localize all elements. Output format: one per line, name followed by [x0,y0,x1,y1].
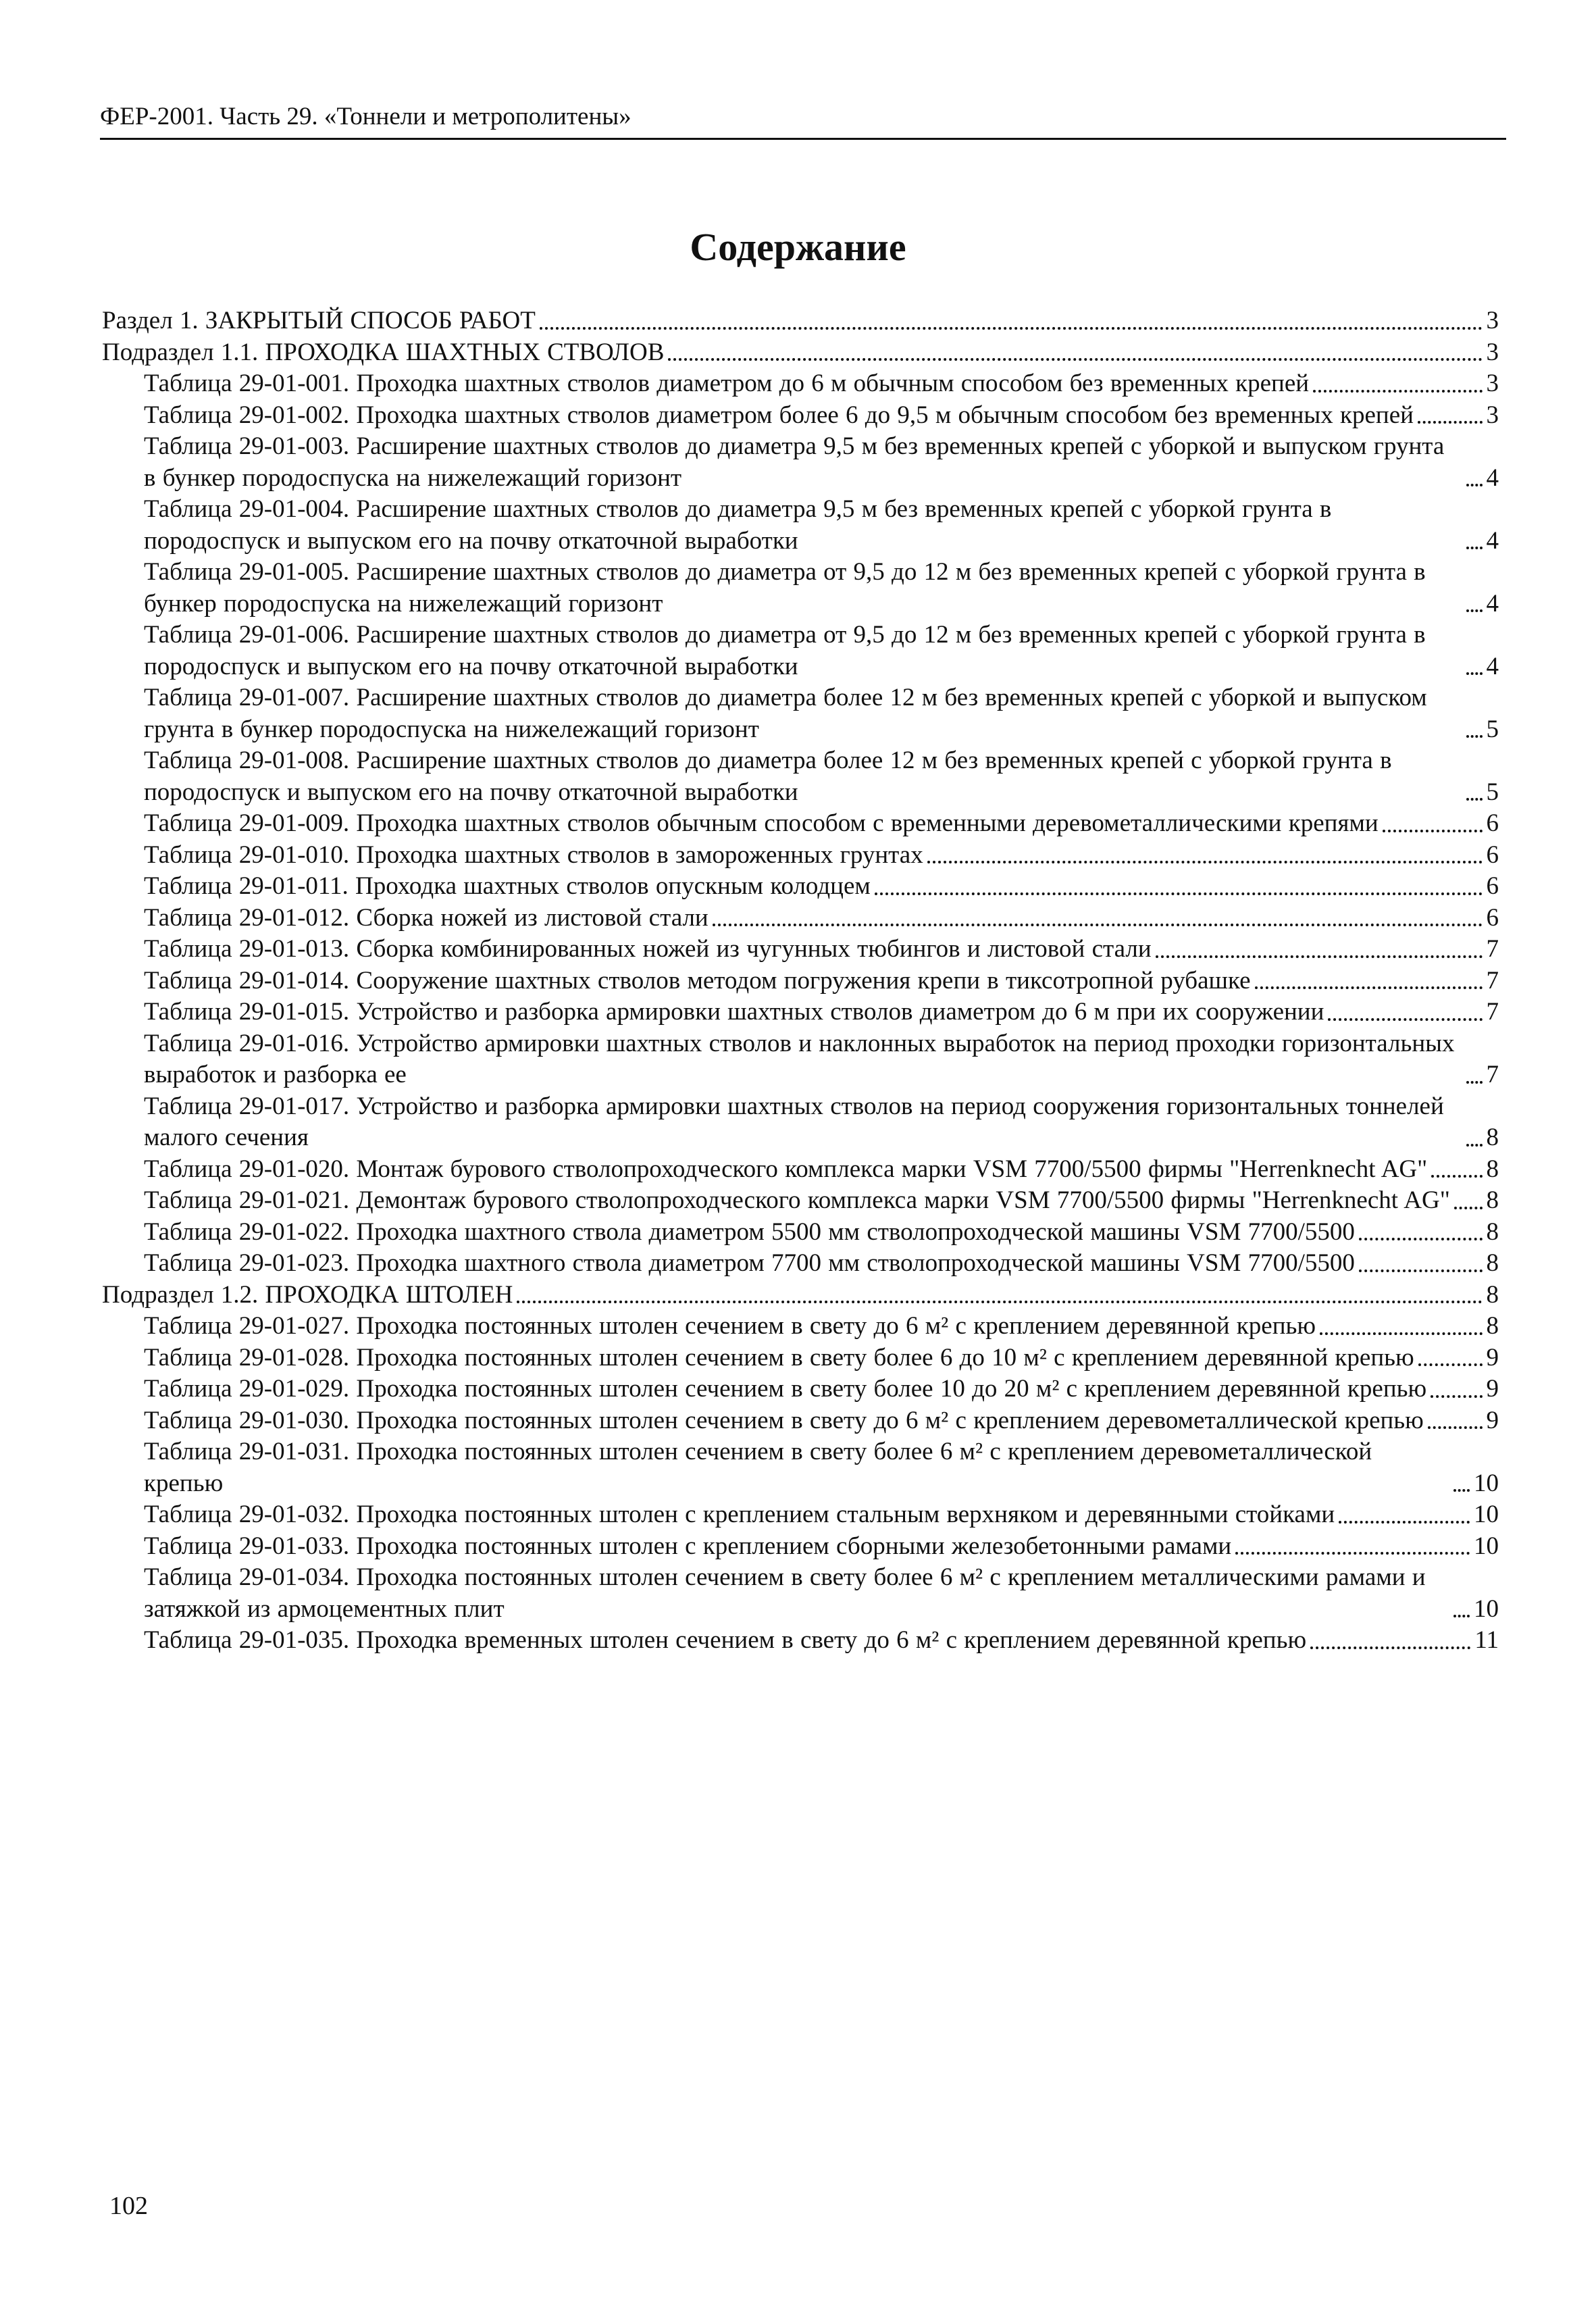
toc-dot-leader [1320,1327,1482,1335]
toc-entry-page: 8 [1486,1280,1499,1309]
toc-dot-leader [1466,793,1483,801]
toc-dot-leader [517,1295,1482,1303]
toc-entry-title: Таблица 29-01-015. Устройство и разборка армировки шахтных стволов диаметром до 6 м при их сооружении [144,998,1324,1026]
toc-dot-leader [1418,416,1483,424]
toc-table-entry[interactable] [102,1248,1499,1280]
toc-section-entry[interactable] [102,1280,1499,1311]
toc-section-entry[interactable] [102,305,1499,337]
toc-table-entry[interactable] [102,1342,1499,1374]
toc-entry-page: 11 [1474,1626,1499,1654]
toc-entry-page: 10 [1474,1532,1499,1560]
toc-entry-title: Таблица 29-01-011. Проходка шахтных стволов опускным колодцем [144,872,871,900]
toc-entry-page: 8 [1486,1186,1499,1214]
toc-dot-leader [1466,667,1483,675]
toc-dot-leader [1466,478,1483,486]
toc-entry-page: 8 [1486,1249,1499,1277]
toc-dot-leader [1466,604,1483,612]
toc-entry-title: Таблица 29-01-023. Проходка шахтного ствола диаметром 7700 мм стволопроходческой машины VSM 7700/5500 [144,1249,1355,1277]
toc-dot-leader [1466,730,1483,738]
toc-entry-title: Таблица 29-01-027. Проходка постоянных штолен сечением в свету до 6 м² с креплением деревянной крепью [144,1312,1316,1340]
toc-dot-leader [1156,950,1483,958]
toc-entry-title: Таблица 29-01-017. Устройство и разборка армировки шахтных стволов на период сооружения горизонтальных тоннелей малого сечения [144,1092,1444,1151]
toc-table-entry[interactable] [102,808,1499,840]
toc-table-entry[interactable] [102,871,1499,903]
running-header: ФЕР-2001. Часть 29. «Тоннели и метрополитены» [100,103,632,130]
toc-entry-title: Таблица 29-01-001. Проходка шахтных стволов диаметром до 6 м обычным способом без временных крепей [144,370,1310,397]
toc-dot-leader [1339,1515,1470,1524]
toc-entry-title: Таблица 29-01-004. Расширение шахтных стволов до диаметра 9,5 м без временных крепей с уборкой грунта в породоспуск и выпуском его на почву откаточной выработки [144,495,1332,555]
toc-table-entry[interactable] [102,903,1499,934]
toc-table-entry[interactable] [102,1311,1499,1342]
toc-dot-leader [540,322,1483,330]
toc-entry-page: 7 [1486,966,1499,995]
page-title: Содержание [690,225,906,269]
toc-entry-page: 8 [1486,1217,1499,1246]
toc-dot-leader [1428,1421,1483,1429]
toc-entry-page: 9 [1486,1375,1499,1403]
toc-entry-title: Подраздел 1.1. ПРОХОДКА ШАХТНЫХ СТВОЛОВ [102,338,665,366]
toc-table-entry[interactable] [102,745,1499,808]
toc-dot-leader [1466,1076,1483,1084]
toc-table-entry[interactable] [102,431,1499,494]
toc-table-entry[interactable] [102,1374,1499,1405]
toc-entry-page: 3 [1486,307,1499,334]
toc-entry-page: 3 [1486,401,1499,429]
toc-entry-title: Таблица 29-01-031. Проходка постоянных штолен сечением в свету более 6 м² с креплением деревометаллической крепью [144,1438,1372,1497]
toc-table-entry[interactable] [102,400,1499,432]
toc-entry-page: 8 [1486,1124,1499,1151]
table-of-contents [102,305,1499,1657]
toc-section-entry[interactable] [102,337,1499,369]
toc-entry-page: 6 [1486,872,1499,900]
toc-dot-leader [875,887,1483,895]
toc-table-entry[interactable] [102,1562,1499,1625]
toc-table-entry[interactable] [102,1625,1499,1657]
toc-entry-title: Таблица 29-01-005. Расширение шахтных стволов до диаметра от 9,5 до 12 м без временных крепей с уборкой грунта в бункер породоспуска на нижележащий горизонт [144,558,1426,618]
toc-table-entry[interactable] [102,1405,1499,1437]
toc-entry-title: Таблица 29-01-002. Проходка шахтных стволов диаметром более 6 до 9,5 м обычным способом без временных крепей [144,401,1414,429]
toc-entry-page: 5 [1486,778,1499,806]
toc-entry-page: 7 [1486,935,1499,963]
toc-dot-leader [1418,1358,1483,1366]
toc-entry-title: Раздел 1. ЗАКРЫТЫЙ СПОСОБ РАБОТ [102,307,536,334]
toc-table-entry[interactable] [102,1499,1499,1531]
toc-entry-page: 4 [1486,589,1499,618]
toc-table-entry[interactable] [102,1091,1499,1154]
toc-entry-title: Таблица 29-01-006. Расширение шахтных стволов до диаметра от 9,5 до 12 м без временных крепей с уборкой грунта в породоспуск и выпуском его на почву откаточной выработки [144,621,1426,680]
toc-entry-page: 4 [1486,463,1499,492]
toc-entry-title: Таблица 29-01-007. Расширение шахтных стволов до диаметра более 12 м без временных крепей с уборкой и выпуском грунта в бункер породоспуска на нижележащий горизонт [144,684,1427,743]
toc-table-entry[interactable] [102,494,1499,557]
toc-entry-page: 10 [1474,1594,1499,1623]
toc-entry-page: 5 [1486,715,1499,743]
toc-entry-page: 6 [1486,809,1499,837]
toc-table-entry[interactable] [102,620,1499,682]
toc-entry-page: 4 [1486,526,1499,555]
toc-entry-title: Таблица 29-01-034. Проходка постоянных штолен сечением в свету более 6 м² с креплением металлическими рамами и затяжкой из армоцементных плит [144,1563,1426,1623]
toc-table-entry[interactable] [102,1436,1499,1499]
toc-table-entry[interactable] [102,1185,1499,1217]
toc-entry-page: 8 [1486,1312,1499,1340]
toc-dot-leader [1313,384,1482,393]
toc-dot-leader [668,353,1482,361]
toc-entry-page: 8 [1486,1155,1499,1183]
toc-entry-page: 6 [1486,840,1499,869]
toc-dot-leader [1431,1390,1482,1398]
toc-entry-title: Таблица 29-01-020. Монтаж бурового стволопроходческого комплекса марки VSM 7700/5500 фирмы "Herrenknecht AG" [144,1155,1428,1183]
toc-entry-page: 10 [1474,1501,1499,1528]
toc-dot-leader [1453,1609,1470,1617]
toc-entry-title: Таблица 29-01-009. Проходка шахтных стволов обычным способом с временными деревометаллическими крепями [144,809,1379,837]
toc-table-entry[interactable] [102,997,1499,1028]
toc-dot-leader [1310,1641,1470,1649]
toc-entry-page: 6 [1486,903,1499,932]
toc-entry-title: Таблица 29-01-012. Сборка ножей из листовой стали [144,903,709,932]
toc-entry-title: Таблица 29-01-021. Демонтаж бурового стволопроходческого комплекса марки VSM 7700/5500 фирмы "Herrenknecht AG" [144,1186,1450,1214]
toc-dot-leader [1235,1546,1470,1555]
toc-entry-title: Таблица 29-01-010. Проходка шахтных стволов в замороженных грунтах [144,840,923,869]
toc-table-entry[interactable] [102,965,1499,997]
toc-entry-title: Таблица 29-01-035. Проходка временных штолен сечением в свету до 6 м² с креплением деревянной крепью [144,1626,1307,1654]
toc-table-entry[interactable] [102,1154,1499,1186]
toc-entry-title: Таблица 29-01-016. Устройство армировки шахтных стволов и наклонных выработок на период проходки горизонтальных выработок и разборка ее [144,1029,1455,1088]
toc-entry-page: 4 [1486,652,1499,680]
toc-entry-title: Таблица 29-01-022. Проходка шахтного ствола диаметром 5500 мм стволопроходческой машины VSM 7700/5500 [144,1217,1355,1246]
toc-dot-leader [1383,824,1483,832]
toc-dot-leader [927,855,1483,863]
toc-entry-title: Подраздел 1.2. ПРОХОДКА ШТОЛЕН [102,1280,513,1309]
toc-entry-title: Таблица 29-01-014. Сооружение шахтных стволов методом погружения крепи в тиксотропной рубашке [144,966,1251,995]
toc-entry-page: 10 [1474,1469,1499,1497]
toc-entry-page: 3 [1486,338,1499,366]
toc-table-entry[interactable] [102,840,1499,872]
toc-table-entry[interactable] [102,557,1499,620]
toc-table-entry[interactable] [102,1217,1499,1249]
toc-table-entry[interactable] [102,368,1499,400]
toc-entry-title: Таблица 29-01-003. Расширение шахтных стволов до диаметра 9,5 м без временных крепей с уборкой и выпуском грунта в бункер породоспуска на нижележащий горизонт [144,432,1445,492]
toc-table-entry[interactable] [102,934,1499,965]
header-rule [100,138,1506,140]
toc-table-entry[interactable] [102,1028,1499,1091]
toc-dot-leader [1255,981,1483,989]
toc-entry-title: Таблица 29-01-032. Проходка постоянных штолен с креплением стальным верхняком и деревянными стойками [144,1501,1335,1528]
toc-entry-title: Таблица 29-01-033. Проходка постоянных штолен с креплением сборными железобетонными рамами [144,1532,1232,1560]
toc-entry-title: Таблица 29-01-013. Сборка комбинированных ножей из чугунных тюбингов и листовой стали [144,935,1152,963]
toc-dot-leader [1466,1138,1483,1147]
toc-dot-leader [1453,1484,1470,1492]
toc-entry-page: 3 [1486,370,1499,397]
toc-dot-leader [713,918,1483,926]
toc-dot-leader [1359,1264,1483,1272]
toc-dot-leader [1466,541,1483,549]
toc-entry-title: Таблица 29-01-008. Расширение шахтных стволов до диаметра более 12 м без временных крепей с уборкой грунта в породоспуск и выпуском его на почву откаточной выработки [144,747,1392,806]
toc-entry-page: 7 [1486,1061,1499,1088]
toc-entry-title: Таблица 29-01-029. Проходка постоянных штолен сечением в свету более 10 до 20 м² с креплением деревянной крепью [144,1375,1427,1403]
toc-entry-title: Таблица 29-01-028. Проходка постоянных штолен сечением в свету более 6 до 10 м² с креплением деревянной крепью [144,1343,1414,1372]
toc-dot-leader [1431,1169,1482,1178]
toc-table-entry[interactable] [102,1531,1499,1563]
toc-dot-leader [1359,1232,1483,1240]
toc-entry-page: 7 [1486,998,1499,1026]
toc-entry-page: 9 [1486,1343,1499,1372]
toc-entry-title: Таблица 29-01-030. Проходка постоянных штолен сечением в свету до 6 м² с креплением деревометаллической крепью [144,1406,1424,1434]
toc-dot-leader [1328,1013,1482,1021]
toc-dot-leader [1454,1201,1483,1209]
toc-table-entry[interactable] [102,682,1499,745]
toc-entry-page: 9 [1486,1406,1499,1434]
page-number: 102 [109,2192,148,2220]
